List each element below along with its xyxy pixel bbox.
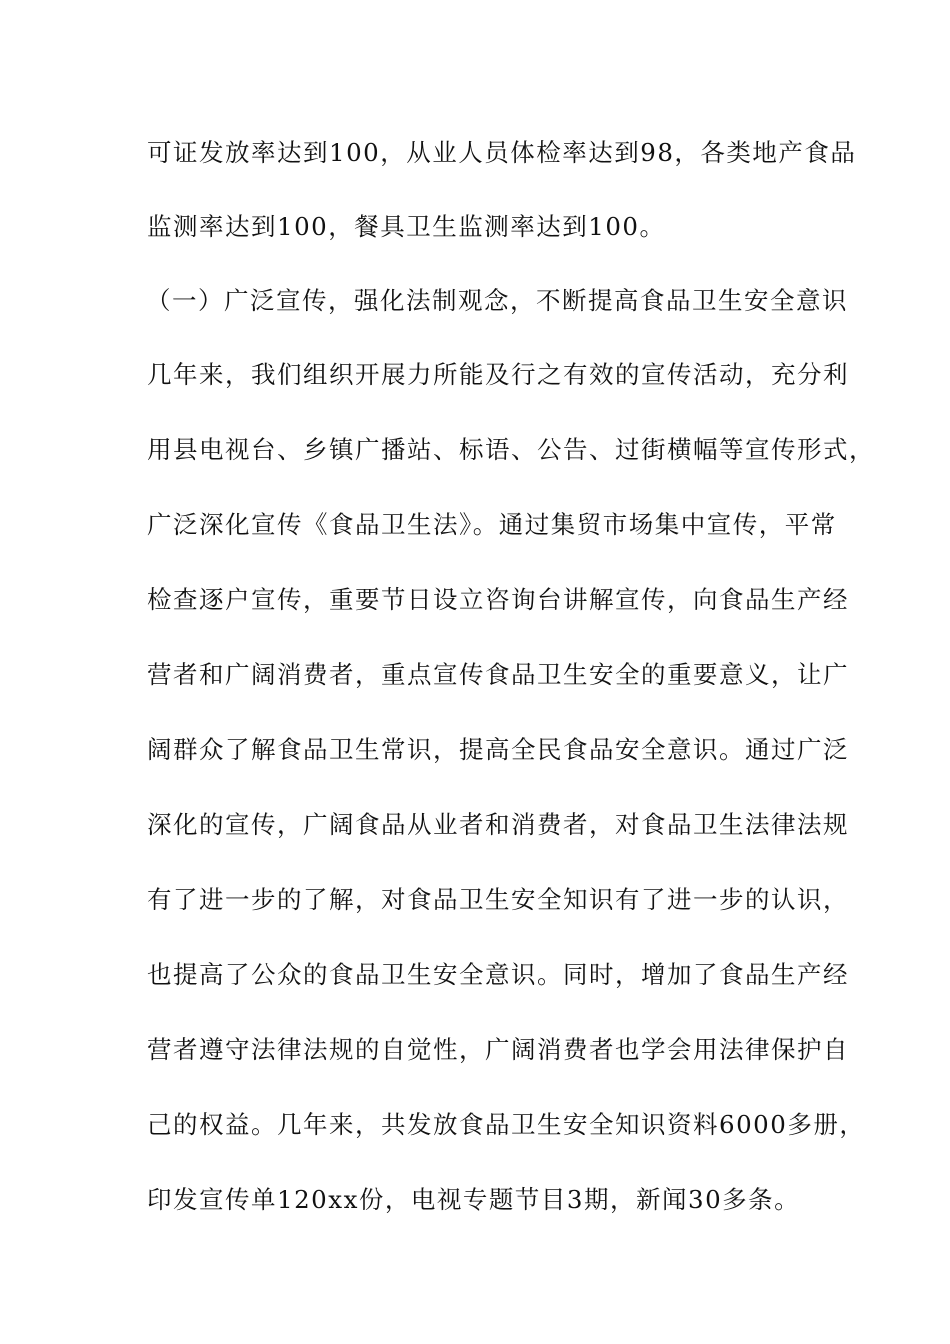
body-text-line: 深化的宣传，广阔食品从业者和消费者，对食品卫生法律法规 — [147, 810, 849, 839]
body-text-line: 几年来，我们组织开展力所能及行之有效的宣传活动，充分利 — [147, 360, 849, 389]
body-text-line: 营者和广阔消费者，重点宣传食品卫生安全的重要意义，让广 — [147, 660, 849, 689]
body-text-line: 也提高了公众的食品卫生安全意识。同时，增加了食品生产经 — [147, 960, 849, 989]
body-text-line: 印发宣传单120xx份，电视专题节目3期，新闻30多条。 — [147, 1185, 801, 1214]
section-heading: （一）广泛宣传，强化法制观念，不断提高食品卫生安全意识 — [146, 286, 848, 315]
body-text-line: 检查逐户宣传，重要节日设立咨询台讲解宣传，向食品生产经 — [147, 585, 849, 614]
body-text-line: 可证发放率达到100，从业人员体检率达到98，各类地产食品 — [147, 138, 857, 167]
body-text-line: 用县电视台、乡镇广播站、标语、公告、过街横幅等宣传形式， — [147, 435, 875, 464]
body-text-line: 营者遵守法律法规的自觉性，广阔消费者也学会用法律保护自 — [147, 1035, 849, 1064]
body-text-line: 己的权益。几年来，共发放食品卫生安全知识资料6000多册， — [147, 1110, 866, 1139]
body-text-line: 阔群众了解食品卫生常识，提高全民食品安全意识。通过广泛 — [147, 735, 849, 764]
body-text-line: 监测率达到100，餐具卫生监测率达到100。 — [147, 212, 666, 241]
body-text-line: 有了进一步的了解，对食品卫生安全知识有了进一步的认识， — [147, 885, 849, 914]
body-text-line: 广泛深化宣传《食品卫生法》。通过集贸市场集中宣传，平常 — [147, 510, 837, 539]
